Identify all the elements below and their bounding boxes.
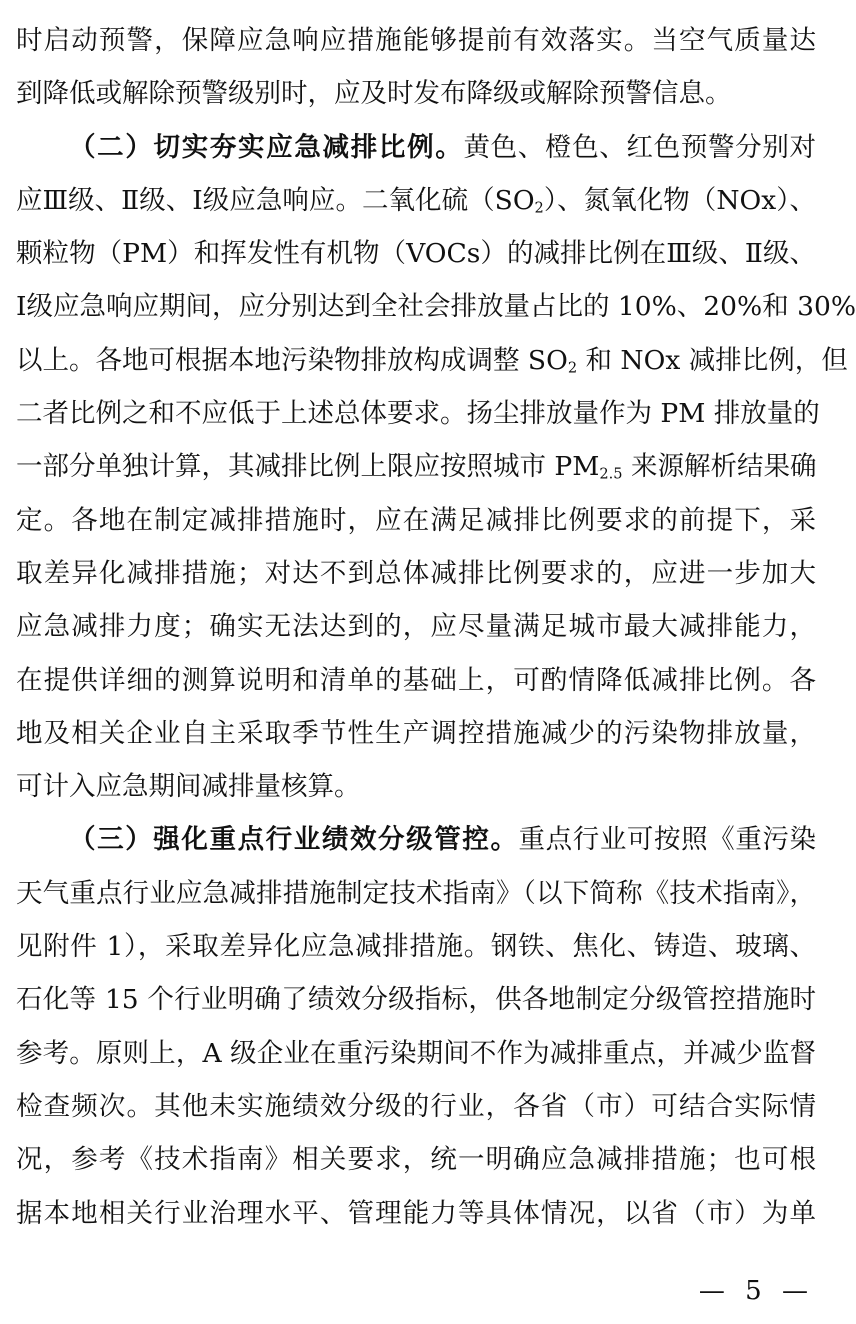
text-segment: 应Ⅲ级、Ⅱ级、Ⅰ级应急响应。二氧化硫（SO [16, 184, 535, 216]
section-heading-line [16, 121, 816, 174]
text-line: 颗粒物（PM）和挥发性有机物（VOCs）的减排比例在Ⅲ级、Ⅱ级、 [16, 238, 816, 270]
text-segment: 来源解析结果确 [622, 451, 817, 483]
text-line: 黄色、橙色、红色预警分别对 [463, 131, 817, 163]
text-line: 在提供详细的测算说明和清单的基础上，可酌情降低减排比例。各 [16, 664, 816, 696]
text-line: Ⅰ级应急响应期间，应分别达到全社会排放量占比的 10%、20%和 30% [16, 291, 856, 323]
subscript: 2.5 [599, 466, 623, 484]
text-line: 时启动预警，保障应急响应措施能够提前有效落实。当空气质量达 [16, 25, 816, 56]
text-segment: 和 NOx 减排比例，但 [577, 344, 848, 376]
text-line: 据本地相关行业治理水平、管理能力等具体情况，以省（市）为单 [16, 1197, 816, 1229]
page-number: — 5 — [698, 1276, 814, 1306]
text-line: 到降低或解除预警级别时，应及时发布降级或解除预警信息。 [16, 78, 732, 110]
text-line [16, 174, 816, 227]
text-line [16, 334, 848, 387]
text-line: 天气重点行业应急减排措施制定技术指南》（以下简称《技术指南》， [16, 877, 816, 909]
text-line: 取差异化减排措施；对达不到总体减排比例要求的，应进一步加大 [16, 557, 816, 589]
text-line: 检查频次。其他未实施绩效分级的行业，各省（市）可结合实际情 [16, 1090, 816, 1122]
text-segment: 以上。各地可根据本地污染物排放构成调整 SO [16, 344, 568, 376]
text-line: 参考。原则上，A 级企业在重污染期间不作为减排重点，并减少监督 [16, 1037, 816, 1069]
subscript: 2 [567, 359, 578, 377]
section-heading: （二）切实夯实应急减排比例。 [69, 131, 464, 163]
text-line: 可计入应急期间减排量核算。 [16, 771, 361, 803]
text-line: 定。各地在制定减排措施时，应在满足减排比例要求的前提下，采 [16, 504, 816, 536]
text-line: 见附件 1），采取差异化应急减排措施。钢铁、焦化、铸造、玻璃、 [16, 931, 816, 963]
subscript: 2 [534, 199, 544, 217]
text-line: 应急减排力度；确实无法达到的，应尽量满足城市最大减排能力， [16, 611, 816, 643]
body-text [16, 14, 856, 1240]
text-line: 况，参考《技术指南》相关要求，统一明确应急减排措施；也可根 [16, 1144, 816, 1176]
section-heading-line [16, 813, 816, 866]
text-line: 二者比例之和不应低于上述总体要求。扬尘排放量作为 PM 排放量的 [16, 398, 820, 430]
text-line: 地及相关企业自主采取季节性生产调控措施减少的污染物排放量， [16, 717, 816, 749]
text-segment: ）、氮氧化物（NOx）、 [543, 184, 816, 216]
text-line [16, 440, 816, 493]
text-line: 石化等 15 个行业明确了绩效分级指标，供各地制定分级管控措施时 [16, 984, 816, 1016]
text-segment: 一部分单独计算，其减排比例上限应按照城市 PM [16, 451, 600, 483]
text-line: 重点行业可按照《重污染 [518, 824, 817, 856]
section-heading: （三）强化重点行业绩效分级管控。 [69, 824, 519, 856]
